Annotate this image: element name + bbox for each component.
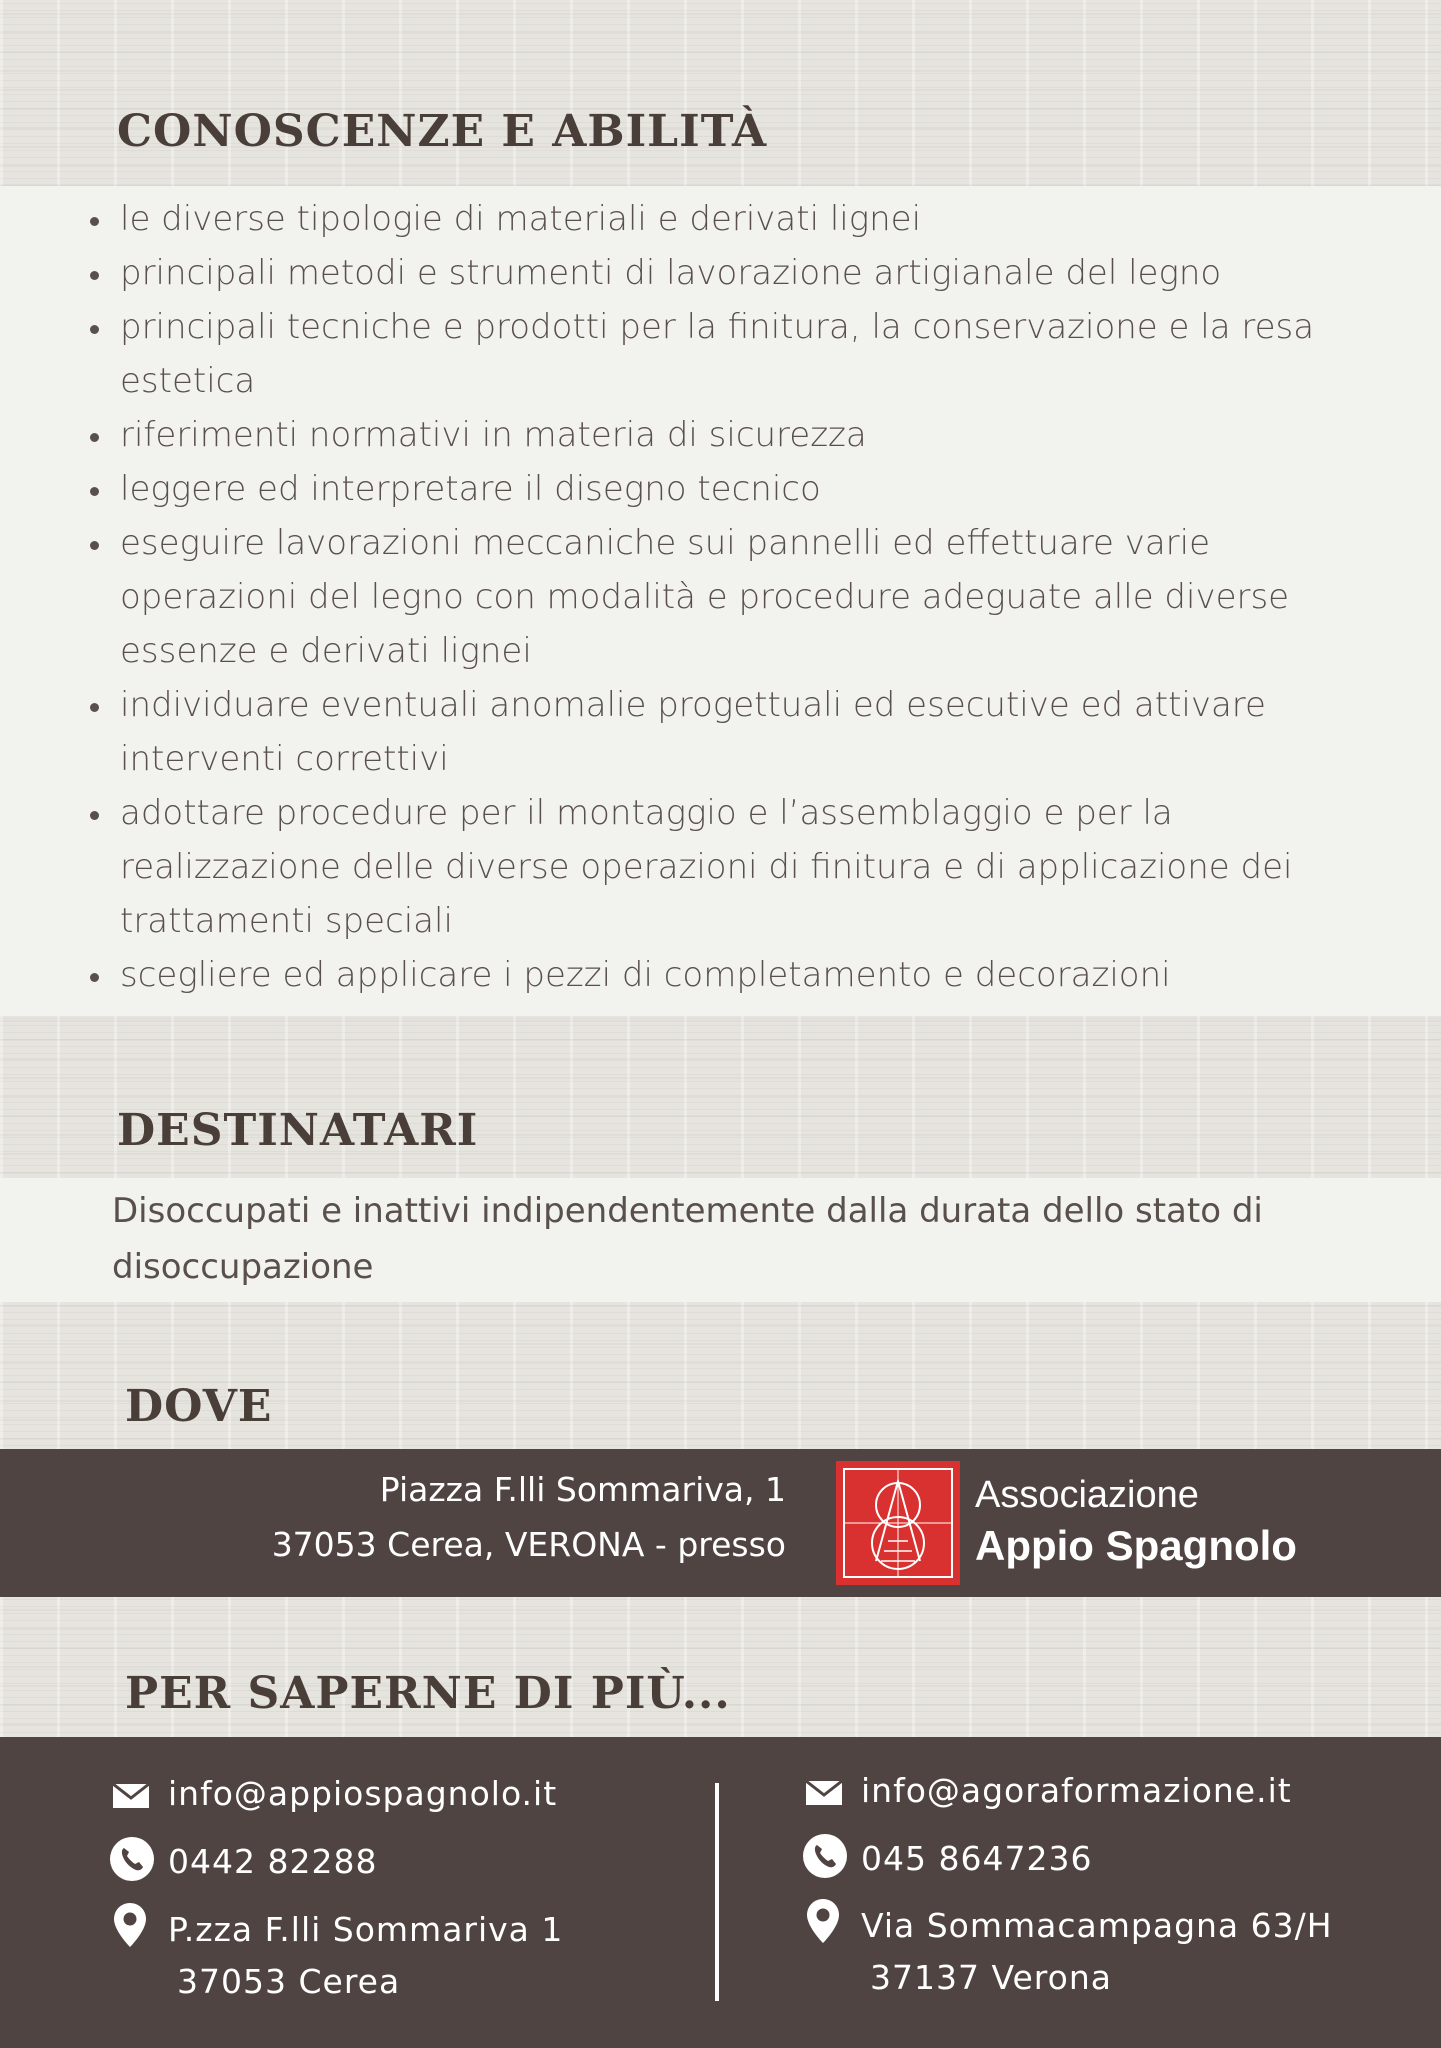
list-item: principali tecniche e prodotti per la finitura, la conservazione e la resa estetica (90, 300, 1390, 408)
phone-icon (110, 1837, 154, 1881)
location-pin-icon (806, 1898, 840, 1944)
email-link-appio[interactable]: info@appiospagnolo.it (168, 1774, 558, 1813)
list-item: adottare procedure per il montaggio e l’assemblaggio e per la realizzazione delle diverse operazioni di finitura e di applicazione dei trattamenti speciali (90, 786, 1390, 948)
association-name-line2: Appio Spagnolo (975, 1522, 1297, 1569)
location-address-line2: 37053 Cerea, VERONA - presso (271, 1525, 786, 1564)
address-appio-line2: 37053 Cerea (177, 1962, 401, 2001)
association-name-line1: Associazione (975, 1474, 1199, 1516)
list-item: le diverse tipologie di materiali e derivati lignei (90, 192, 1390, 246)
list-item: individuare eventuali anomalie progettuali ed esecutive ed attivare interventi correttivi (90, 678, 1390, 786)
target-text: Disoccupati e inattivi indipendentemente dalla durata dello stato di disoccupazione (112, 1191, 1263, 1287)
location-title: DOVE (125, 1381, 273, 1432)
skills-list (90, 192, 1390, 1002)
location-address-line1: Piazza F.lli Sommariva, 1 (379, 1470, 786, 1509)
mail-icon (805, 1780, 843, 1806)
list-item: riferimenti normativi in materia di sicurezza (90, 408, 1390, 462)
mail-icon (112, 1783, 150, 1809)
address-appio-line1: P.zza F.lli Sommariva 1 (168, 1910, 564, 1949)
email-link-agora[interactable]: info@agoraformazione.it (861, 1771, 1292, 1810)
address-agora-line1: Via Sommacampagna 63/H (861, 1906, 1333, 1945)
target-title: DESTINATARI (117, 1105, 479, 1156)
list-item: principali metodi e strumenti di lavorazione artigianale del legno (90, 246, 1390, 300)
list-item: scegliere ed applicare i pezzi di completamento e decorazioni (90, 948, 1390, 1002)
location-pin-icon (113, 1902, 147, 1948)
phone-agora: 045 8647236 (861, 1839, 1093, 1878)
list-item: leggere ed interpretare il disegno tecnico (90, 462, 1390, 516)
address-agora-line2: 37137 Verona (870, 1958, 1112, 1997)
column-divider (715, 1783, 719, 2001)
phone-appio: 0442 82288 (168, 1842, 378, 1881)
phone-icon (803, 1834, 847, 1878)
skills-title: CONOSCENZE E ABILITÀ (117, 106, 768, 157)
list-item: eseguire lavorazioni meccaniche sui pannelli ed effettuare varie operazioni del legno con modalità e procedure adeguate alle diverse essenze e derivati lignei (90, 516, 1390, 678)
association-logo (836, 1461, 960, 1585)
logo-emblem-icon (836, 1461, 960, 1585)
info-title: PER SAPERNE DI PIÙ... (125, 1668, 731, 1719)
